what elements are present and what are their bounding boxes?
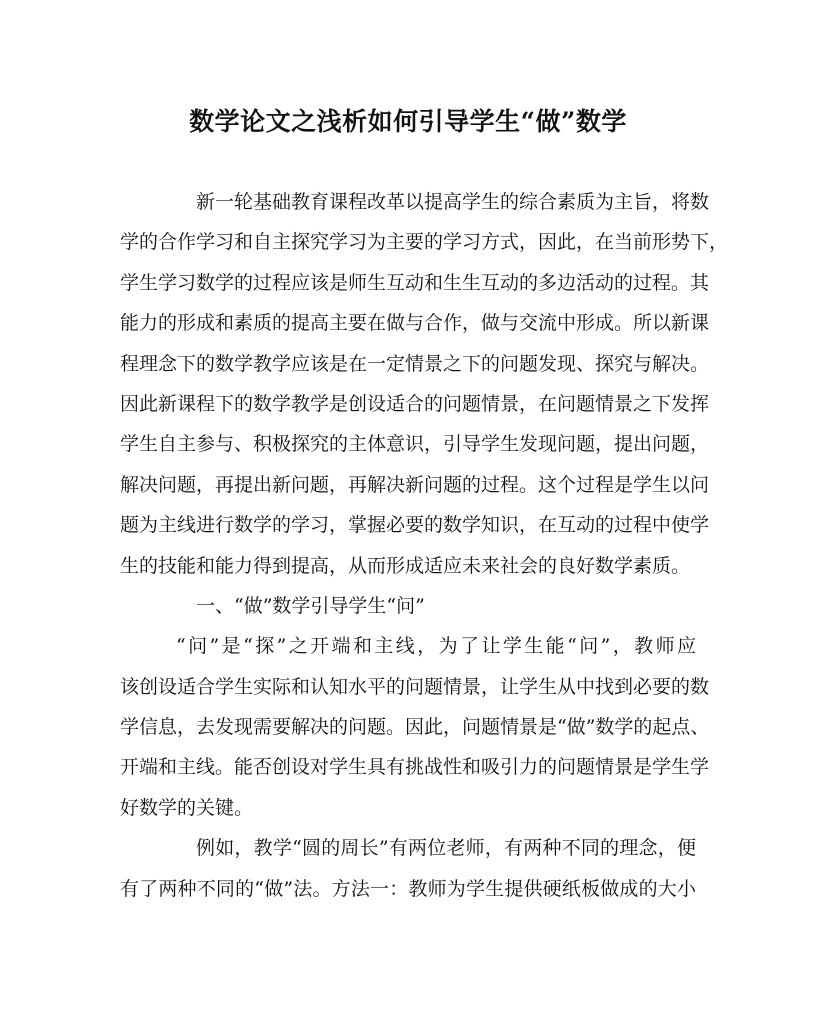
- text-line: 学生自主参与、积极探究的主体意识，引导学生发现问题，提出问题，: [120, 433, 710, 456]
- text-line: 学生学习数学的过程应该是师生互动和生生互动的多边活动的过程。其: [120, 271, 710, 294]
- section-heading: 一、“做”数学引导学生“问”: [196, 594, 425, 617]
- document-title: 数学论文之浅析如何引导学生“做”数学: [189, 107, 627, 136]
- text-line: 新一轮基础教育课程改革以提高学生的综合素质为主旨，将数: [196, 191, 710, 213]
- text-line: 能力的形成和素质的提高主要在做与合作，做与交流中形成。所以新课: [120, 312, 710, 335]
- text-line: 因此新课程下的数学教学是创设适合的问题情景，在问题情景之下发挥: [120, 392, 710, 415]
- text-line: 好数学的关键。: [120, 796, 254, 819]
- text-line: 生的技能和能力得到提高，从而形成适应未来社会的良好数学素质。: [120, 554, 691, 577]
- text-line: 开端和主线。能否创设对学生具有挑战性和吸引力的问题情景是学生学: [120, 756, 710, 779]
- text-line: 该创设适合学生实际和认知水平的问题情景，让学生从中找到必要的数: [120, 675, 710, 698]
- document-body: [120, 182, 729, 909]
- text-line: 例如，教学“圆的周长”有两位老师，有两种不同的理念，便: [196, 837, 696, 860]
- text-line: 学的合作学习和自主探究学习为主要的学习方式，因此，在当前形势下，: [120, 231, 729, 254]
- text-line: 有了两种不同的“做”法。方法一：教师为学生提供硬纸板做成的大小: [120, 877, 696, 900]
- text-line: 程理念下的数学教学应该是在一定情景之下的问题发现、探究与解决。: [120, 352, 710, 375]
- text-line: 解决问题，再提出新问题，再解决新问题的过程。这个过程是学生以问: [120, 473, 710, 496]
- text-line: 学信息，去发现需要解决的问题。因此，问题情景是“做”数学的起点、: [120, 716, 710, 739]
- text-line: “问”是“探”之开端和主线，为了让学生能“问”，教师应: [176, 635, 696, 658]
- text-line: 题为主线进行数学的学习，掌握必要的数学知识，在互动的过程中使学: [120, 514, 710, 537]
